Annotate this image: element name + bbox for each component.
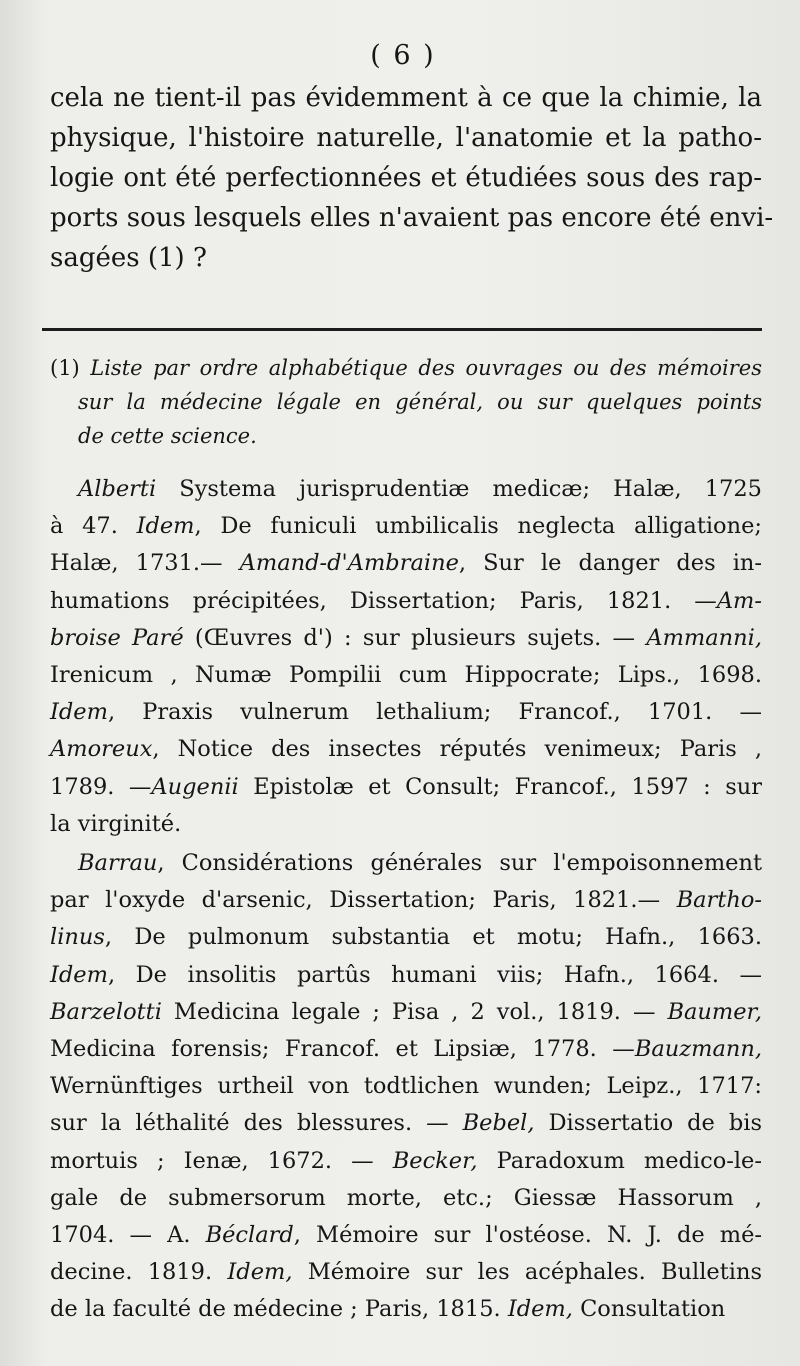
entry-text: Systema jurisprudentiæ medicæ; Halæ, 1725: [156, 476, 762, 502]
bibliography-line: [50, 1105, 762, 1142]
main-text: [50, 78, 774, 278]
entry-text: Paradoxum medico-le-: [477, 1147, 762, 1174]
entry-text: de la faculté de médecine ; Paris, 1815.: [50, 1296, 508, 1323]
footnote-intro-line: de cette science.: [78, 424, 257, 448]
entry-text: 1789. —: [50, 773, 152, 800]
author-name: Idem: [50, 699, 108, 726]
bibliography-line: [50, 1180, 762, 1217]
bibliography-line: [50, 694, 762, 731]
entry-text: , Notice des insectes réputés venimeux; Paris ,: [152, 736, 762, 763]
bibliography-line: [50, 806, 762, 843]
bibliography-line: [50, 583, 762, 620]
entry-text: sur la léthalité des blessures. —: [50, 1110, 463, 1137]
bibliography-line: [50, 731, 762, 768]
entry-text: , De insolitis partûs humani viis; Hafn., 1664. —: [107, 961, 762, 988]
author-name: Idem,: [227, 1259, 293, 1286]
entry-text: gale de submersorum morte, etc.; Giessæ Hassorum ,: [50, 1184, 762, 1211]
entry-text: Consultation: [572, 1296, 726, 1323]
bibliography-line: [50, 919, 762, 956]
entry-text: 1704. — A.: [50, 1222, 206, 1249]
author-name: Amoreux: [50, 736, 153, 763]
entry-text: (Œuvres d') : sur plusieurs sujets. —: [183, 624, 647, 651]
entry-text: Dissertatio de bis: [534, 1110, 762, 1137]
bibliography-line: [50, 1254, 762, 1291]
entry-text: , Considérations générales sur l'empoisonnement: [157, 850, 762, 877]
entry-text: humations précipitées, Dissertation; Paris, 1821. —: [50, 587, 717, 614]
author-name: Barzelotti: [50, 998, 162, 1025]
entry-text: Halæ, 1731.—: [50, 550, 240, 577]
footnote-intro-line: [50, 351, 762, 385]
bibliography-line: [50, 545, 762, 582]
entry-text: , Mémoire sur l'ostéose. N. J. de mé-: [293, 1222, 762, 1249]
entry-text: , De funiculi umbilicalis neglecta alligatione;: [194, 513, 762, 540]
bibliography-line: [50, 845, 762, 882]
bibliography-line: [50, 1068, 762, 1105]
footnote-intro-line: sur la médecine légale en général, ou sur quelques points: [78, 390, 762, 414]
bibliography-paragraph-a: [50, 471, 762, 843]
footnote-marker: (1): [50, 356, 80, 380]
author-name: Ammanni,: [646, 624, 762, 651]
author-name: Idem,: [507, 1296, 573, 1323]
bibliography-line: [50, 508, 762, 545]
footnote-intro-text: Liste par ordre alphabétique des ouvrages ou des mémoires: [90, 356, 762, 380]
bibliography-line: [50, 471, 762, 508]
author-name: Béclard: [205, 1222, 294, 1249]
author-name: Becker,: [392, 1147, 478, 1174]
bibliography-line: [50, 657, 762, 694]
entry-text: , Praxis vulnerum lethalium; Francof., 1701. —: [107, 699, 762, 726]
entry-text: Medicina forensis; Francof. et Lipsiæ, 1778. —: [50, 1036, 635, 1063]
bibliography-line: [50, 1031, 762, 1068]
entry-text: par l'oxyde d'arsenic, Dissertation; Paris, 1821.—: [50, 887, 677, 914]
author-name: Bauzmann,: [634, 1036, 762, 1063]
entry-text: decine. 1819.: [50, 1259, 228, 1286]
bibliography-line: [50, 882, 762, 919]
author-name: Idem: [50, 961, 108, 988]
author-name: Bebel,: [462, 1110, 535, 1137]
main-text-line: physique, l'histoire naturelle, l'anatomie et la patho-: [50, 123, 762, 153]
bibliography-line: [50, 1143, 762, 1180]
entry-text: Mémoire sur les acéphales. Bulletins: [292, 1259, 762, 1286]
author-name: Barrau: [78, 850, 158, 877]
entry-text: Epistolæ et Consult; Francof., 1597 : sur: [238, 773, 762, 800]
author-name: linus: [50, 924, 105, 951]
entry-text: Wernünftiges urtheil von todtlichen wunden; Leipz., 1717:: [50, 1073, 762, 1100]
bibliography: [50, 471, 762, 1329]
bibliography-line: [50, 957, 762, 994]
author-name: Augenii: [151, 773, 239, 800]
entry-text: , De pulmonum substantia et motu; Hafn., 1663.: [104, 924, 762, 951]
bibliography-line: [50, 994, 762, 1031]
entry-text: mortuis ; Ienæ, 1672. —: [50, 1147, 393, 1174]
entry-text: , Sur le danger des in-: [458, 550, 763, 577]
bibliography-line: [50, 620, 762, 657]
author-name: Amand-d'Ambraine: [239, 550, 459, 577]
bibliography-paragraph-b: [50, 845, 762, 1329]
main-text-line: sagées (1) ?: [50, 243, 207, 273]
entry-text: à 47.: [50, 513, 137, 540]
main-text-line: cela ne tient-il pas évidemment à ce que la chimie, la: [50, 83, 762, 113]
author-name: Idem: [136, 513, 195, 540]
footnote-intro: [50, 351, 762, 453]
bibliography-line: [50, 769, 762, 806]
author-name: Bartho-: [676, 887, 762, 914]
main-text-line: logie ont été perfectionnées et étudiées sous des rap-: [50, 163, 762, 193]
author-name: broise Paré: [50, 624, 184, 651]
bibliography-line: [50, 1291, 762, 1328]
entry-text: la virginité.: [50, 810, 182, 837]
entry-text: Medicina legale ; Pisa , 2 vol., 1819. —: [161, 998, 668, 1025]
author-name: Baumer,: [667, 998, 762, 1025]
author-name: Am-: [716, 587, 762, 614]
author-name: Alberti: [78, 476, 157, 502]
footnote-separator-rule: [42, 328, 762, 331]
entry-text: Irenicum , Numæ Pompilii cum Hippocrate; Lips., 1698.: [50, 662, 762, 689]
main-text-line: ports sous lesquels elles n'avaient pas encore été envi-: [50, 203, 774, 233]
page-number: ( 6 ): [370, 40, 436, 71]
bibliography-line: [50, 1217, 762, 1254]
